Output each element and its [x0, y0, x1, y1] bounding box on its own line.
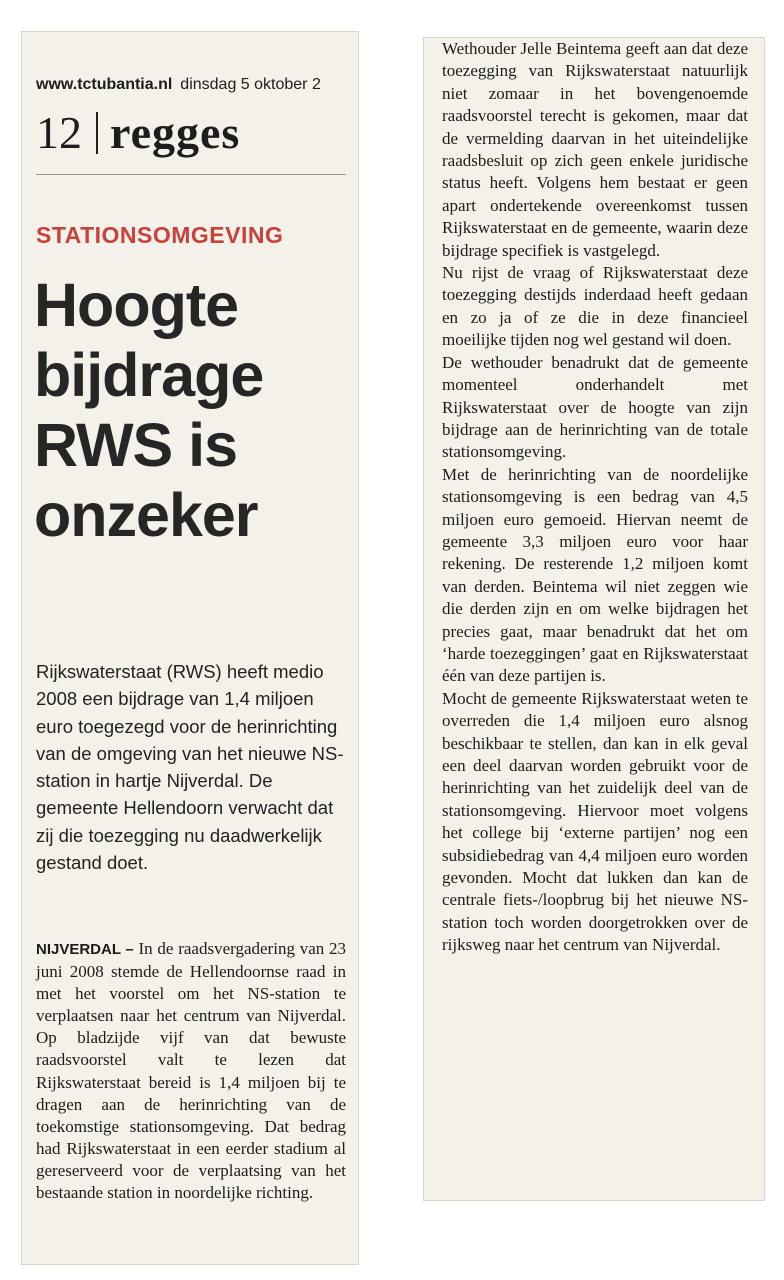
page-header	[36, 76, 321, 94]
section-name: regges	[110, 107, 241, 158]
body-paragraph: Met de herinrichting van de noordelijke stationsomgeving is een bedrag van 4,5 miljoen euro gemoeid. Hiervan neemt de gemeente 3,3 miljoen euro voor haar rekening. De resterende 1,2 miljoen komt van derden. Beintema wil niet zeggen wie die derden zijn en om welke bijdragen het precies gaat, maar benadrukt dat het om ‘harde toezeggingen’ gaat en Rijkswaterstaat één van deze partijen is.	[442, 464, 748, 686]
page-section-line	[36, 107, 241, 158]
page-number: 12	[36, 107, 82, 158]
header-date: dinsdag 5 oktober 2	[180, 76, 321, 93]
right-clipping	[424, 38, 764, 1200]
site-url: www.tctubantia.nl	[36, 76, 173, 93]
body-paragraph: Nu rijst de vraag of Rijkswaterstaat deze toezegging destijds inderdaad heeft gedaan en zo ja of ze die in deze financieel moeilijke tijden nog wel gestand wil doen.	[442, 263, 748, 350]
page-divider	[96, 112, 98, 154]
dateline: NIJVERDAL –	[36, 941, 134, 958]
article-body-left	[36, 938, 346, 1204]
article-lead: Rijkswaterstaat (RWS) heeft medio 2008 een bijdrage van 1,4 miljoen euro toegezegd voor de herinrichting van de omgeving van het nieuwe NS-station in hartje Nijverdal. De gemeente Hellendoorn verwacht dat zij die toezegging nu daadwerkelijk gestand doet.	[36, 661, 344, 874]
article-body-right	[442, 38, 748, 957]
header-rule	[36, 174, 346, 175]
left-clipping	[22, 32, 358, 1264]
body-left-text: In de raadsvergadering van 23 juni 2008 stemde de Hellendoornse raad in met het voorstel om het NS-station te verplaatsen naar het centrum van Nijverdal. Op bladzijde vijf van dat bewuste raadsvoorstel valt te lezen dat Rijkswaterstaat bereid is 1,4 miljoen bij te dragen aan de herinrichting van de toekomstige stationsomgeving. Dat bedrag had Rijkswaterstaat in een eerder stadium al gereserveerd voor de verplaatsing van het bestaande station in noordelijke richting.	[36, 939, 346, 1203]
body-paragraph: Wethouder Jelle Beintema geeft aan dat deze toezegging van Rijkswaterstaat natuurlijk niet zomaar in het bovengenoemde raadsvoorstel terecht is gekomen, maar dat de vermelding daarvan in het uiteindelijke raadsbesluit op zich geen enkele juridische status heeft. Volgens hem bestaat er geen apart ondertekende overeenkomst tussen Rijkswaterstaat en de gemeente, waarin deze bijdrage specifiek is vastgelegd.	[442, 39, 748, 260]
article-headline: Hoogte bijdrage RWS is onzeker	[34, 271, 264, 549]
body-paragraph: Mocht de gemeente Rijkswaterstaat weten te overreden die 1,4 miljoen euro alsnog beschikbaar te stellen, dan kan in elk geval een deel daarvan worden gebruikt voor de herinrichting van het zuidelijk deel van de stationsomgeving. Hiervoor moet volgens het college bij ‘externe partijen’ nog een subsidiebedrag van 4,4 miljoen euro worden gevonden. Mocht dat lukken dan kan de centrale fiets-/loopbrug bij het nieuwe NS-station toch worden doorgetrokken over de rijksweg naar het centrum van Nijverdal.	[442, 688, 748, 955]
article-kicker: STATIONSOMGEVING	[36, 222, 284, 248]
body-paragraph: De wethouder benadrukt dat de gemeente momenteel onderhandelt met Rijkswaterstaat over de hoogte van zijn bijdrage aan de herinrichting van de totale stationsomgeving.	[442, 352, 748, 462]
